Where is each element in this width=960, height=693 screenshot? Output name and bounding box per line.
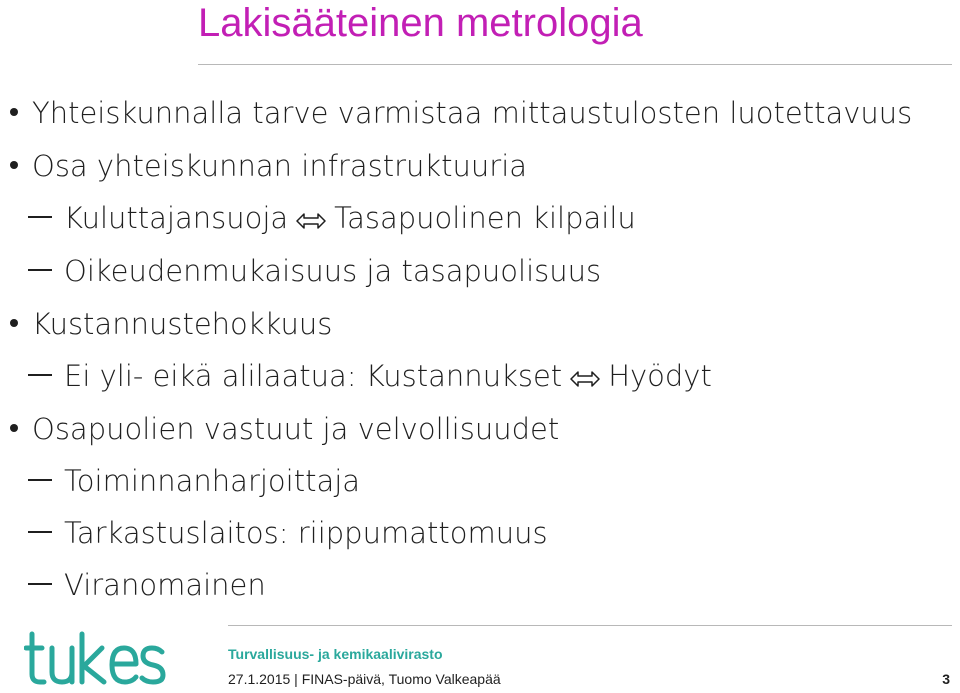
bullet-item bbox=[32, 149, 527, 183]
footer-divider bbox=[228, 625, 952, 626]
dash-icon bbox=[28, 464, 56, 498]
bullet-text: Yhteiskunnalla tarve varmistaa mittaustulosten luotettavuus bbox=[32, 96, 913, 130]
bullet-text: Kustannustehokkuus bbox=[32, 307, 333, 341]
bullet-text: Osapuolien vastuut ja velvollisuudet bbox=[32, 412, 560, 446]
bullet-text: Tarkastuslaitos: riippumattomuus bbox=[64, 516, 548, 550]
sub-bullet-item bbox=[64, 568, 266, 602]
dash-icon bbox=[28, 359, 56, 393]
agency-name: Turvallisuus- ja kemikaalivirasto bbox=[228, 646, 443, 662]
bullet-text: Ei yli- eikä alilaatua: Kustannukset bbox=[64, 359, 563, 393]
dash-icon bbox=[28, 254, 56, 288]
bullet-item bbox=[32, 96, 912, 130]
bullet-item bbox=[32, 307, 332, 341]
tukes-logo bbox=[24, 630, 166, 688]
sub-bullet-item bbox=[64, 201, 636, 237]
left-right-arrow-icon bbox=[296, 203, 326, 237]
dash-icon bbox=[28, 201, 56, 235]
bullet-text: Osa yhteiskunnan infrastruktuuria bbox=[32, 149, 528, 183]
bullet-text: Tasapuolinen kilpailu bbox=[334, 201, 636, 235]
sub-bullet-item bbox=[64, 516, 548, 550]
dash-icon bbox=[28, 568, 56, 602]
bullet-item bbox=[32, 412, 559, 446]
bullet-text: Viranomainen bbox=[64, 568, 266, 602]
slide-title: Lakisääteinen metrologia bbox=[198, 1, 643, 45]
left-right-arrow-icon bbox=[570, 361, 600, 395]
bullet-dot-icon bbox=[4, 412, 24, 446]
bullet-dot-icon bbox=[4, 307, 24, 341]
bullet-text: Oikeudenmukaisuus ja tasapuolisuus bbox=[64, 254, 602, 288]
bullet-text: Hyödyt bbox=[608, 359, 712, 393]
footer-date-event: 27.1.2015 | FINAS-päivä, Tuomo Valkeapää bbox=[228, 671, 501, 687]
bullet-dot-icon bbox=[4, 96, 24, 130]
bullet-dot-icon bbox=[4, 149, 24, 183]
dash-icon bbox=[28, 516, 56, 550]
sub-bullet-item bbox=[64, 464, 360, 498]
sub-bullet-item bbox=[64, 254, 601, 288]
page-number: 3 bbox=[942, 671, 950, 687]
bullet-text: Kuluttajansuoja bbox=[64, 201, 289, 235]
sub-bullet-item bbox=[64, 359, 712, 395]
bullet-text: Toiminnanharjoittaja bbox=[64, 464, 361, 498]
